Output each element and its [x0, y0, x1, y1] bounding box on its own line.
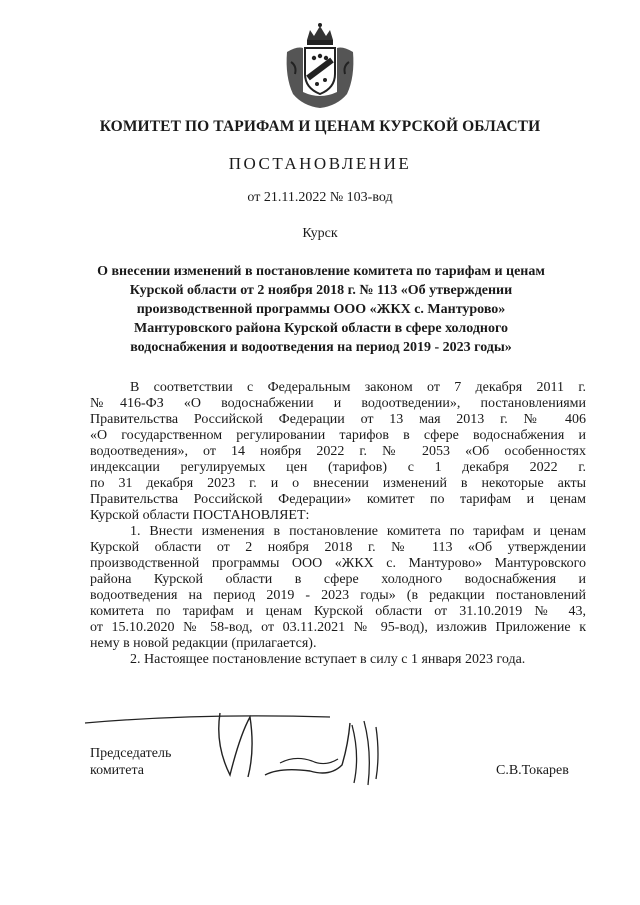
document-date-number: от 21.11.2022 № 103-вод: [247, 190, 393, 205]
body-line: №416-ФЗ «О водоснабжении и водоотведении», постановлениями: [90, 396, 586, 411]
body-line: нему в новой редакции (прилагается).: [90, 636, 317, 651]
body-line: 1. Внести изменения в постановление комитета по тарифам и ценам: [130, 524, 586, 539]
heading-line: Мантуровского района Курской области в сфере холодного: [134, 321, 508, 336]
body-line: Правительства Российской Федерации от 13 мая 2013 г. № 406: [90, 412, 586, 427]
document-heading: [90, 262, 552, 357]
heading-line: водоснабжения и водоотведения на период 2019 - 2023 годы»: [130, 340, 512, 355]
committee-title: КОМИТЕТ ПО ТАРИФАМ И ЦЕНАМ КУРСКОЙ ОБЛАСТИ: [99, 118, 541, 135]
document-type: ПОСТАНОВЛЕНИЕ: [228, 154, 412, 173]
body-line: от 15.10.2020 № 58-вод, от 03.11.2021 № 95-вод), изложив Приложение к: [90, 620, 586, 635]
signatory-role-line: комитета: [90, 763, 145, 778]
signatory-name: С.В.Токарев: [496, 763, 569, 778]
heading-line: О внесении изменений в постановление комитета по тарифам и ценам: [97, 264, 545, 279]
body-line: «О государственном регулировании тарифов в сфере водоснабжения и: [90, 428, 586, 443]
body-line: водоотведения», от 14 ноября 2022 г. № 2053 «Об особенностях: [90, 444, 586, 459]
body-line: водоотведения на период 2019 - 2023 годы» (в редакции постановлений: [90, 588, 586, 603]
body-line: по 31 декабря 2023 г. и о внесении изменений в некоторые акты: [90, 476, 586, 491]
body-line: Правительства Российской Федерации» комитет по тарифам и ценам: [90, 492, 586, 507]
body-line: производственной программы ООО «ЖКХ с. Мантурово» Мантуровского: [90, 556, 586, 571]
body-line: индексации регулируемых цен (тарифов) с 1 декабря 2022 г.: [90, 460, 586, 475]
heading-line: Курской области от 2 ноября 2018 г. № 113 «Об утверждении: [129, 283, 513, 298]
body-line: комитета по тарифам и ценам Курской области от 31.10.2019 № 43,: [90, 604, 586, 619]
kursk-coat-of-arms-icon: [283, 22, 357, 108]
document-city: Курск: [302, 226, 338, 241]
body-line: Курской области ПОСТАНОВЛЯЕТ:: [90, 508, 310, 523]
heading-line: производственной программы ООО «ЖКХ с. Мантурово»: [136, 302, 506, 317]
document-body: [90, 380, 586, 668]
body-line: Курской области от 2 ноября 2018 г. № 113 «Об утверждении: [90, 540, 586, 555]
body-line: В соответствии с Федеральным законом от 7 декабря 2011 г.: [130, 380, 586, 395]
body-line: 2. Настоящее постановление вступает в силу с 1 января 2023 года.: [130, 652, 526, 667]
signatory-role-line: Председатель: [90, 746, 172, 761]
body-line: района Курской области в сфере холодного водоснабжения и: [90, 572, 586, 587]
signatory-role: [90, 745, 171, 779]
